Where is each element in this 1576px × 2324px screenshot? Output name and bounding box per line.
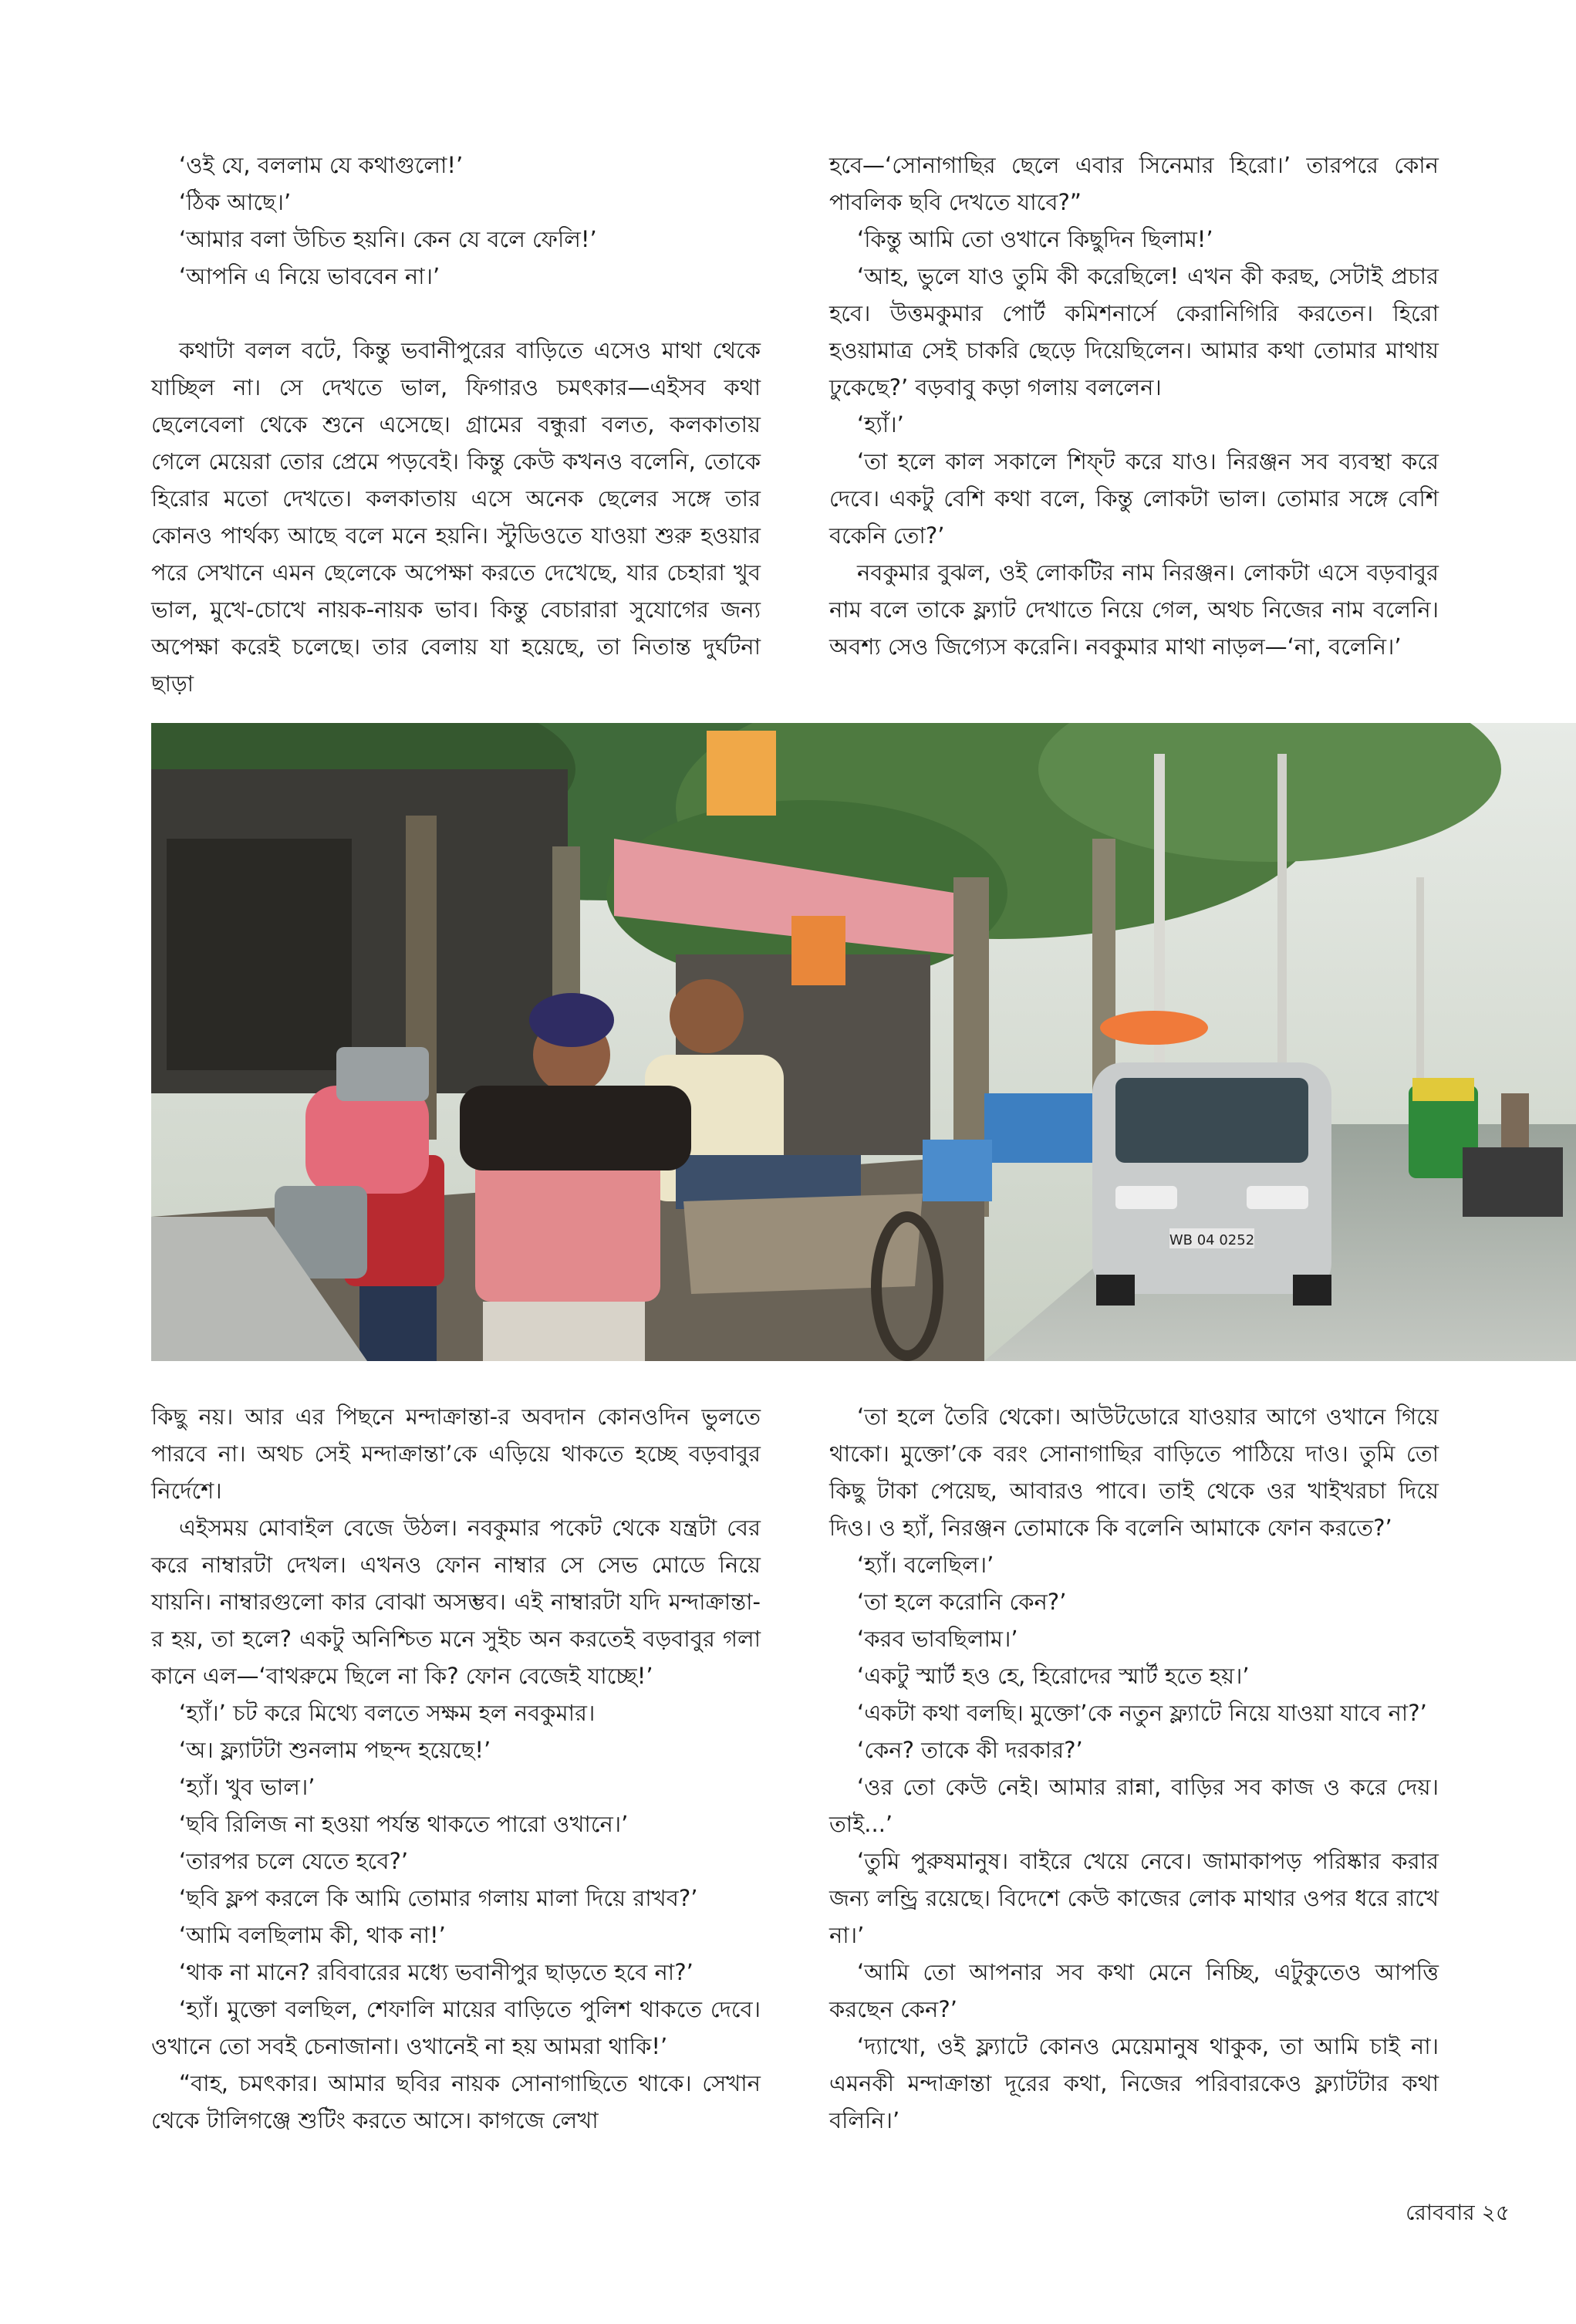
paragraph: ‘ওই যে, বললাম যে কথাগুলো!’ — [179, 152, 464, 178]
paragraph: ‘হ্যাঁ। বলেছিল।’ — [857, 1552, 994, 1578]
paragraph: হবে—‘সোনাগাছির ছেলে এবার সিনেমার হিরো।’ তারপরে কোন পাবলিক ছবি দেখতে যাবে?” — [829, 152, 1439, 215]
paragraph: ‘থাক না মানে? রবিবারের মধ্যে ভবানীপুর ছাড়তে হবে না?’ — [179, 1959, 694, 1985]
paragraph: ‘ছবি রিলিজ না হওয়া পর্যন্ত থাকতে পারো ওখানে।’ — [179, 1811, 629, 1837]
paragraph: ‘আমি বলছিলাম কী, থাক না!’ — [179, 1922, 446, 1948]
street-photo — [151, 723, 1576, 1361]
paragraph: ‘অ। ফ্ল্যাটটা শুনলাম পছন্দ হয়েছে!’ — [179, 1737, 491, 1763]
paragraph: ‘আহ, ভুলে যাও তুমি কী করেছিলে! এখন কী করছ, সেটাই প্রচার হবে। উত্তমকুমার পোর্ট কমিশনার্সে কেরানিগিরি করতেন। হিরো হওয়ামাত্র সেই চাকরি ছেড়ে দিয়েছিলেন। আমার কথা তোমার মাথায় ঢুকেছে?’ বড়বাবু কড়া গলায় বললেন। — [829, 263, 1439, 400]
paragraph: কিছু নয়। আর এর পিছনে মন্দাক্রান্তা-র অবদান কোনওদিন ভুলতে পারবে না। অথচ সেই মন্দাক্রান্তা’কে এড়িয়ে থাকতে হচ্ছে বড়বাবুর নির্দেশে। — [151, 1404, 761, 1504]
paragraph: ‘ওর তো কেউ নেই। আমার রান্না, বাড়ির সব কাজ ও করে দেয়। তাই...’ — [829, 1774, 1439, 1837]
paragraph: ‘ছবি ফ্লপ করলে কি আমি তোমার গলায় মালা দিয়ে রাখব?’ — [179, 1885, 698, 1911]
paragraph: ‘তা হলে কাল সকালে শিফ্‌ট করে যাও। নিরঞ্জন সব ব্যবস্থা করে দেবে। একটু বেশি কথা বলে, কিন্তু লোকটা ভাল। তোমার সঙ্গে বেশি বকেনি তো?’ — [829, 448, 1439, 549]
paragraph: ‘হ্যাঁ।’ চট করে মিথ্যে বলতে সক্ষম হল নবকুমার। — [179, 1700, 596, 1726]
paragraph: ‘আমি তো আপনার সব কথা মেনে নিচ্ছি, এটুকুতেও আপত্তি করছেন কেন?’ — [829, 1959, 1439, 2022]
paragraph: ‘হ্যাঁ।’ — [857, 411, 904, 437]
paragraph: ‘একটা কথা বলছি। মুক্তো’কে নতুন ফ্ল্যাটে নিয়ে যাওয়া যাবে না?’ — [857, 1700, 1427, 1726]
paragraph: নবকুমার বুঝল, ওই লোকটির নাম নিরঞ্জন। লোকটা এসে বড়বাবুর নাম বলে তাকে ফ্ল্যাট দেখাতে নিয়ে গেল, অথচ নিজের নাম বলেনি। অবশ্য সেও জিগ্যেস করেনি। নবকুমার মাথা নাড়ল—‘না, বলেনি।’ — [829, 559, 1439, 660]
paragraph: ‘হ্যাঁ। খুব ভাল।’ — [179, 1774, 316, 1800]
paragraph: এইসময় মোবাইল বেজে উঠল। নবকুমার পকেট থেকে যন্ত্রটা বের করে নাম্বারটা দেখল। এখনও ফোন নাম্বার সে সেভ মোডে নিয়ে যায়নি। নাম্বারগুলো কার বোঝা অসম্ভব। এই নাম্বারটা যদি মন্দাক্রান্তা-র হয়, তা হলে? একটু অনিশ্চিত মনে সুইচ অন করতেই বড়বাবুর গলা কানে এল—‘বাথরুমে ছিলে না কি? ফোন বেজেই যাচ্ছে!’ — [151, 1515, 761, 1689]
paragraph: ‘তুমি পুরুষমানুষ। বাইরে খেয়ে নেবে। জামাকাপড় পরিষ্কার করার জন্য লন্ড্রি রয়েছে। বিদেশে কেউ কাজের লোক মাথার ওপর ধরে রাখে না।’ — [829, 1848, 1439, 1948]
paragraph: ‘ঠিক আছে।’ — [179, 189, 292, 215]
paragraph: ‘করব ভাবছিলাম।’ — [857, 1626, 1018, 1652]
paragraph: ‘হ্যাঁ। মুক্তো বলছিল, শেফালি মায়ের বাড়িতে পুলিশ থাকতে দেবে। ওখানে তো সবই চেনাজানা। ওখানেই না হয় আমরা থাকি!’ — [151, 1996, 761, 2059]
car-number-plate: WB 04 0252 — [1169, 1232, 1255, 1248]
paragraph: ‘দ্যাখো, ওই ফ্ল্যাটে কোনও মেয়েমানুষ থাকুক, তা আমি চাই না। এমনকী মন্দাক্রান্তা দূরের কথা, নিজের পরিবারকেও ফ্ল্যাটটার কথা বলিনি।’ — [829, 2033, 1439, 2133]
paragraph: ‘তা হলে করোনি কেন?’ — [857, 1589, 1067, 1615]
paragraph: ‘আপনি এ নিয়ে ভাববেন না।’ — [179, 263, 440, 289]
paragraph: ‘একটু স্মার্ট হও হে, হিরোদের স্মার্ট হতে হয়।’ — [857, 1663, 1250, 1689]
paragraph: কথাটা বলল বটে, কিন্তু ভবানীপুরের বাড়িতে এসেও মাথা থেকে যাচ্ছিল না। সে দেখতে ভাল, ফিগারও চমৎকার—এইসব কথা ছেলেবেলা থেকে শুনে এসেছে। গ্রামের বন্ধুরা বলত, কলকাতায় গেলে মেয়েরা তোর প্রেমে পড়বেই। কিন্তু কেউ কখনও বলেনি, তোকে হিরোর মতো দেখতে। কলকাতায় এসে অনেক ছেলের সঙ্গে তার কোনও পার্থক্য আছে বলে মনে হয়নি। স্টুডিওতে যাওয়া শুরু হওয়ার পরে সেখানে এমন ছেলেকে অপেক্ষা করতে দেখেছে, যার চেহারা খুব ভাল, মুখে-চোখে নায়ক-নায়ক ভাব। কিন্তু বেচারারা সুযোগের জন্য অপেক্ষা করেই চলেছে। তার বেলায় যা হয়েছে, তা নিতান্ত দুর্ঘটনা ছাড়া — [151, 337, 761, 697]
text-column-4 — [829, 1398, 1439, 2139]
paragraph: “বাহ, চমৎকার। আমার ছবির নায়ক সোনাগাছিতে থাকে। সেখান থেকে টালিগঞ্জে শুটিং করতে আসে। কাগজে লেখা — [151, 2070, 761, 2133]
page-number: ২৫ — [1481, 2200, 1510, 2225]
paragraph: ‘তারপর চলে যেতে হবে?’ — [179, 1848, 409, 1874]
text-column-2 — [829, 147, 1439, 665]
magazine-name: রোববার — [1406, 2200, 1475, 2225]
paragraph: ‘তা হলে তৈরি থেকো। আউটডোরে যাওয়ার আগে ওখানে গিয়ে থাকো। মুক্তো’কে বরং সোনাগাছির বাড়িতে পাঠিয়ে দাও। তুমি তো কিছু টাকা পেয়েছ, আবারও পাবে। তাই থেকে ওর খাইখরচা দিয়ে দিও। ও হ্যাঁ, নিরঞ্জন তোমাকে কি বলেনি আমাকে ফোন করতে?’ — [829, 1404, 1439, 1541]
text-column-3 — [151, 1398, 761, 2139]
paragraph: ‘কেন? তাকে কী দরকার?’ — [857, 1737, 1083, 1763]
text-column-1 — [151, 147, 761, 702]
paragraph: ‘কিন্তু আমি তো ওখানে কিছুদিন ছিলাম!’ — [857, 226, 1213, 252]
paragraph: ‘আমার বলা উচিত হয়নি। কেন যে বলে ফেলি!’ — [179, 226, 597, 252]
page-footer — [1406, 2197, 1510, 2228]
